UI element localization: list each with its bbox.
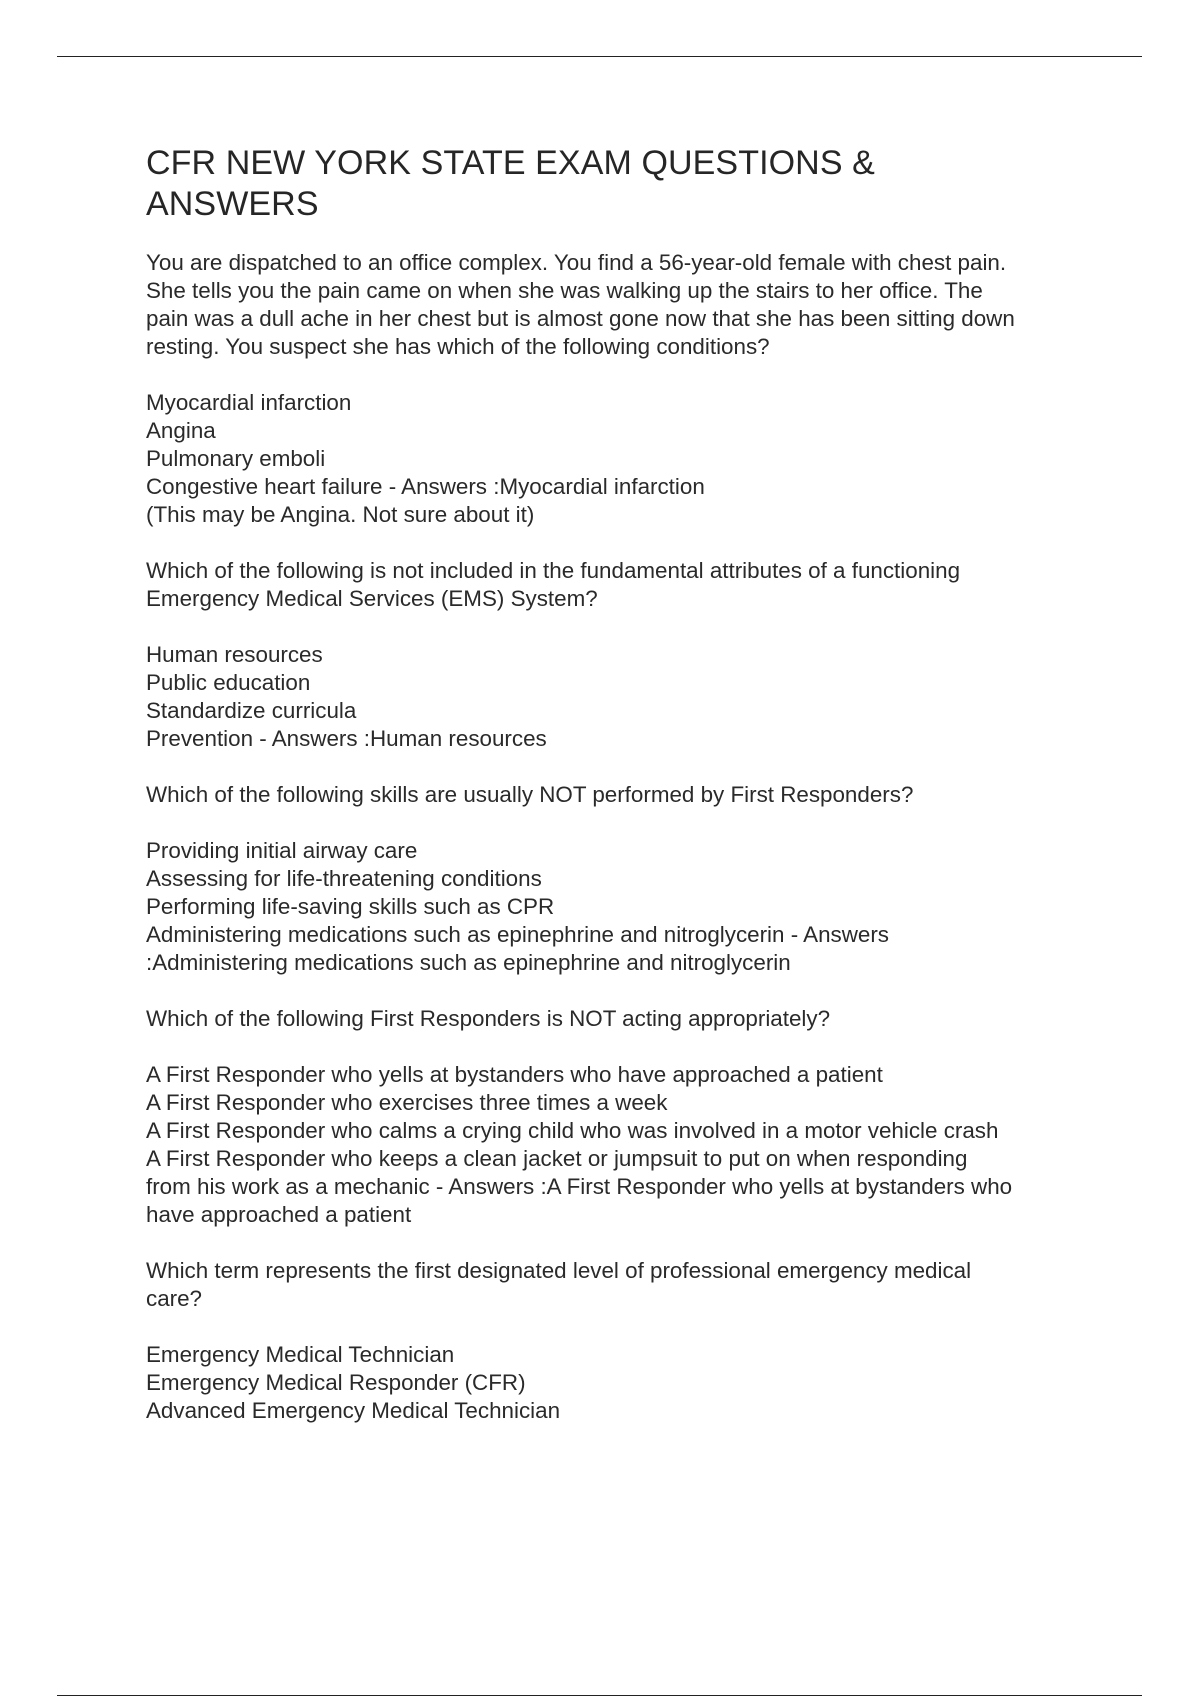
answer-options <box>146 837 1096 977</box>
answer-option: Providing initial airway care <box>146 838 418 863</box>
answer-option: Performing life-saving skills such as CPR <box>146 894 555 919</box>
answer-option: Emergency Medical Technician <box>146 1342 455 1367</box>
answer-option: :Administering medications such as epinephrine and nitroglycerin <box>146 950 791 975</box>
question-block <box>146 781 1096 977</box>
question-block <box>146 249 1096 529</box>
page-title: CFR NEW YORK STATE EXAM QUESTIONS & ANSWERS <box>146 144 875 223</box>
answer-option: Prevention - Answers :Human resources <box>146 726 547 751</box>
answer-options <box>146 1341 1096 1425</box>
question-prompt: Which term represents the first designated level of professional emergency medical care? <box>146 1258 972 1311</box>
answer-option: (This may be Angina. Not sure about it) <box>146 502 535 527</box>
answer-option: from his work as a mechanic - Answers :A First Responder who yells at bystanders who <box>146 1174 1013 1199</box>
answer-options <box>146 389 1096 529</box>
answer-option: Assessing for life-threatening conditions <box>146 866 542 891</box>
question-prompt: You are dispatched to an office complex. You find a 56-year-old female with chest pain. She tells you the pain came on when she was walking up the stairs to her office. The pain was a dull ache in her chest but is almost gone now that she has been sitting down resting. You suspect she has which of the following conditions? <box>146 250 1015 359</box>
question-block <box>146 1005 1096 1229</box>
answer-option: Human resources <box>146 642 323 667</box>
answer-option: Administering medications such as epinephrine and nitroglycerin - Answers <box>146 922 890 947</box>
answer-option: Standardize curricula <box>146 698 357 723</box>
answer-option: have approached a patient <box>146 1202 412 1227</box>
answer-options <box>146 641 1096 753</box>
answer-option: Myocardial infarction <box>146 390 352 415</box>
document-body <box>146 143 1096 1453</box>
question-block <box>146 557 1096 753</box>
question-block <box>146 1257 1096 1425</box>
answer-option: Public education <box>146 670 311 695</box>
answer-option: A First Responder who yells at bystanders who have approached a patient <box>146 1062 883 1087</box>
top-divider <box>57 56 1142 57</box>
question-prompt: Which of the following First Responders is NOT acting appropriately? <box>146 1006 831 1031</box>
answer-options <box>146 1061 1096 1229</box>
question-prompt: Which of the following skills are usually NOT performed by First Responders? <box>146 782 914 807</box>
answer-option: Congestive heart failure - Answers :Myocardial infarction <box>146 474 705 499</box>
answer-option: Pulmonary emboli <box>146 446 326 471</box>
bottom-divider <box>57 1695 1142 1696</box>
question-prompt: Which of the following is not included in the fundamental attributes of a functioning Emergency Medical Services (EMS) System? <box>146 558 961 611</box>
answer-option: A First Responder who keeps a clean jacket or jumpsuit to put on when responding <box>146 1146 968 1171</box>
answer-option: A First Responder who exercises three times a week <box>146 1090 668 1115</box>
answer-option: Advanced Emergency Medical Technician <box>146 1398 561 1423</box>
answer-option: Angina <box>146 418 216 443</box>
answer-option: Emergency Medical Responder (CFR) <box>146 1370 526 1395</box>
answer-option: A First Responder who calms a crying child who was involved in a motor vehicle crash <box>146 1118 999 1143</box>
